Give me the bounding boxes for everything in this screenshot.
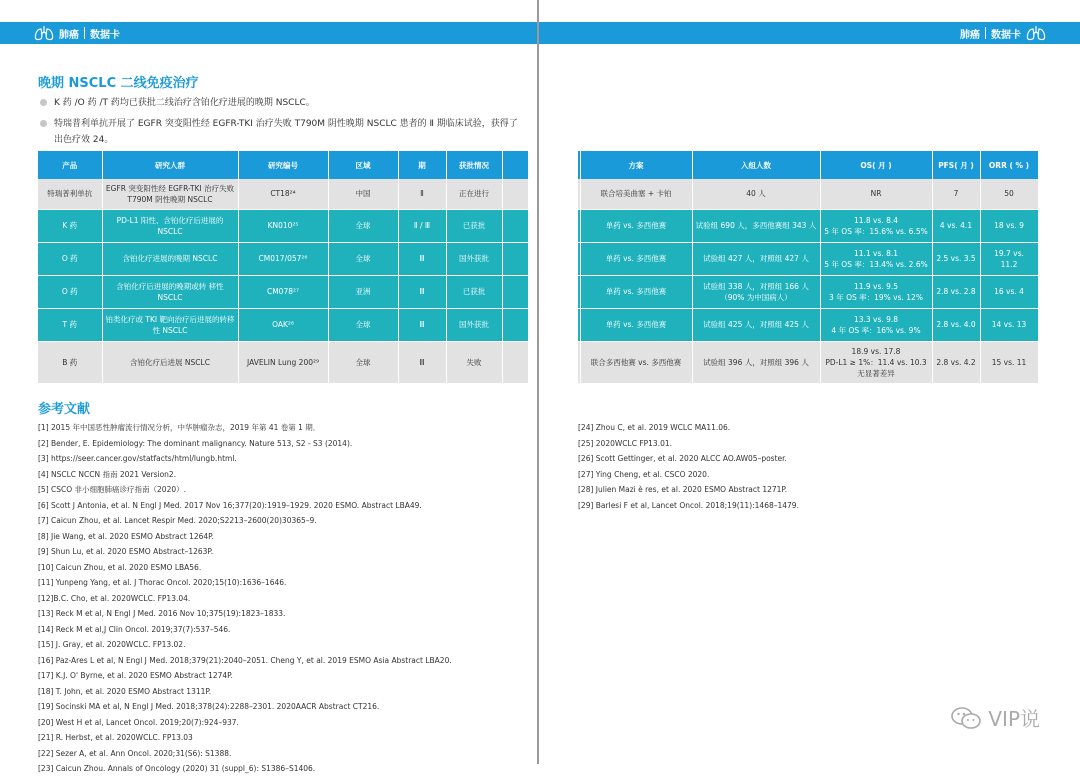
reference-item: [22] Sezer A, et al. Ann Oncol. 2020;31(S6): S1388. <box>38 748 232 758</box>
header-bar <box>0 22 1080 44</box>
table-header-row <box>38 151 528 179</box>
header-right <box>960 25 1046 41</box>
cell-status: 正在进行 <box>446 179 502 209</box>
watermark <box>950 703 1040 732</box>
cell-blank <box>502 341 528 383</box>
reference-item: [18] T. John, et al. 2020 ESMO Abstract 1311P. <box>38 686 212 696</box>
reference-item: [11] Yunpeng Yang, et al. J Thorac Oncol. 2020;15(10):1636–1646. <box>38 578 287 587</box>
cell-enrolled: 试验组 427 人，对照组 427 人 <box>692 242 820 275</box>
cell-blank <box>502 242 528 275</box>
reference-item: [4] NSCLC NCCN 指南 2021 Version2. <box>38 469 177 479</box>
cell-blank <box>502 308 528 341</box>
col-header-orr: ORR ( % ) <box>980 151 1038 179</box>
col-header-os: OS( 月 ) <box>820 151 932 179</box>
cell-regimen: 联合培美曲塞 + 卡铂 <box>580 179 692 209</box>
table-row <box>578 242 1038 275</box>
cell-orr: 50 <box>980 179 1038 209</box>
cell-study: CM017/057²⁶ <box>238 242 328 275</box>
cell-phase: Ⅱ / Ⅲ <box>398 209 446 242</box>
cell-regimen: 联合多西他赛 vs. 多西他赛 <box>580 341 692 383</box>
reference-item: [16] Paz-Ares L et al, N Engl J Med. 2018;379(21):2040–2051. Cheng Y, et al. 2019 ESMO Asia Abstract LBA20. <box>38 655 452 665</box>
cell-status: 已获批 <box>446 209 502 242</box>
col-header-region: 区域 <box>328 151 398 179</box>
cell-os: NR <box>820 179 932 209</box>
cell-region: 全球 <box>328 308 398 341</box>
cell-phase: Ⅲ <box>398 242 446 275</box>
header-divider-right <box>985 27 986 39</box>
cell-status: 国外获批 <box>446 242 502 275</box>
cell-population: 含铂化疗后进展 NSCLC <box>102 341 238 383</box>
section-title: 晚期 NSCLC 二线免疫治疗 <box>38 76 199 91</box>
reference-item: [14] Reck M et al,J Clin Oncol. 2019;37(7):537–546. <box>38 624 231 634</box>
cell-status: 国外获批 <box>446 308 502 341</box>
cell-region: 中国 <box>328 179 398 209</box>
cell-product: 特瑞普利单抗 <box>38 179 102 209</box>
table-row <box>578 179 1038 209</box>
cell-blank <box>502 275 528 308</box>
reference-item: [15] J. Gray, et al. 2020WCLC. FP13.02. <box>38 640 186 649</box>
header-category: 肺癌 <box>59 29 79 41</box>
table-row <box>578 209 1038 242</box>
trials-table-right <box>578 151 1039 384</box>
cell-os: 11.8 vs. 8.4 5 年 OS 率：15.6% vs. 6.5% <box>820 209 932 242</box>
header-divider <box>84 27 85 39</box>
bullet-item: 特瑞普利单抗开展了 EGFR 突变阳性经 EGFR-TKI 治疗失败 T790M 阴性晚期 NSCLC 患者的 Ⅱ 期临床试验，获得了出色疗效 24。 <box>38 116 518 148</box>
reference-item: [28] Julien Mazi è res, et al. 2020 ESMO Abstract 1271P. <box>578 485 788 494</box>
cell-enrolled: 试验组 396 人，对照组 396 人 <box>692 341 820 383</box>
cell-pfs: 4 vs. 4.1 <box>932 209 980 242</box>
reference-item: [6] Scott J Antonia, et al. N Engl J Med. 2017 Nov 16;377(20):1919–1929. 2020 ESMO. Abstract LBA49. <box>38 500 422 510</box>
reference-item: [24] Zhou C, et al. 2019 WCLC MA11.06. <box>578 423 731 432</box>
cell-population: 铂类化疗或 TKI 靶向治疗后进展的转移性 NSCLC <box>102 308 238 341</box>
cell-population: 含铂化疗后进展的晚期或转 移性 NSCLC <box>102 275 238 308</box>
cell-pfs: 7 <box>932 179 980 209</box>
cell-os: 11.1 vs. 8.1 5 年 OS 率：13.4% vs. 2.6% <box>820 242 932 275</box>
page-spine <box>537 0 539 764</box>
cell-regimen: 单药 vs. 多西他赛 <box>580 308 692 341</box>
references-list-right <box>578 420 799 513</box>
cell-orr: 14 vs. 13 <box>980 308 1038 341</box>
cell-pfs: 2.8 vs. 2.8 <box>932 275 980 308</box>
reference-item: [25] 2020WCLC FP13.01. <box>578 438 673 448</box>
cell-regimen: 单药 vs. 多西他赛 <box>580 209 692 242</box>
cell-enrolled: 试验组 690 人，多西他赛组 343 人 <box>692 209 820 242</box>
reference-item: [23] Caicun Zhou. Annals of Oncology (2020) 31 (suppl_6): S1386–S1406. <box>38 764 316 773</box>
cell-enrolled: 40 人 <box>692 179 820 209</box>
col-header-blank <box>502 151 528 179</box>
cell-product: O 药 <box>38 242 102 275</box>
col-header-population: 研究人群 <box>102 151 238 179</box>
lungs-icon-right <box>1026 25 1046 41</box>
bullet-list <box>38 95 518 153</box>
table-row <box>578 341 1038 383</box>
col-header-product: 产品 <box>38 151 102 179</box>
cell-population: 含铂化疗进展的晚期 NSCLC <box>102 242 238 275</box>
lungs-icon <box>34 25 54 41</box>
cell-orr: 16 vs. 4 <box>980 275 1038 308</box>
cell-population: EGFR 突变阳性经 EGFR-TKI 治疗失败 T790M 阴性晚期 NSCLC <box>102 179 238 209</box>
reference-item: [20] West H et al, Lancet Oncol. 2019;20(7):924–937. <box>38 717 239 727</box>
header-subtitle-right: 数据卡 <box>991 29 1021 41</box>
reference-item: [17] K.J. O' Byrne, et al. 2020 ESMO Abstract 1274P. <box>38 671 233 680</box>
table-row <box>38 179 528 209</box>
wechat-icon <box>950 705 982 731</box>
cell-orr: 15 vs. 11 <box>980 341 1038 383</box>
reference-item: [3] https://seer.cancer.gov/statfacts/html/lungb.html. <box>38 454 237 463</box>
cell-os: 13.3 vs. 9.8 4 年 OS 率：16% vs. 9% <box>820 308 932 341</box>
col-header-status: 获批情况 <box>446 151 502 179</box>
cell-region: 亚洲 <box>328 275 398 308</box>
cell-study: CT18²⁴ <box>238 179 328 209</box>
table-header-row <box>578 151 1038 179</box>
cell-product: T 药 <box>38 308 102 341</box>
reference-item: [10] Caicun Zhou, et al. 2020 ESMO LBA56. <box>38 562 202 572</box>
header-category-right: 肺癌 <box>960 29 980 41</box>
cell-pfs: 2.8 vs. 4.2 <box>932 341 980 383</box>
table-row <box>578 275 1038 308</box>
reference-item: [19] Socinski MA et al, N Engl J Med. 2018;378(24):2288–2301. 2020AACR Abstract CT216. <box>38 702 380 711</box>
cell-product: K 药 <box>38 209 102 242</box>
cell-blank <box>502 209 528 242</box>
header-left <box>34 25 120 41</box>
cell-status: 已获批 <box>446 275 502 308</box>
col-header-phase: 期 <box>398 151 446 179</box>
cell-product: B 药 <box>38 341 102 383</box>
table-row <box>38 341 528 383</box>
cell-regimen: 单药 vs. 多西他赛 <box>580 242 692 275</box>
cell-study: OAK²⁸ <box>238 308 328 341</box>
cell-status: 失败 <box>446 341 502 383</box>
table-row <box>38 275 528 308</box>
reference-item: [13] Reck M et al, N Engl J Med. 2016 Nov 10;375(19):1823–1833. <box>38 609 286 618</box>
reference-item: [2] Bender, E. Epidemiology: The dominant malignancy. Nature 513, S2 - S3 (2014). <box>38 438 353 448</box>
cell-study: CM078²⁷ <box>238 275 328 308</box>
reference-item: [26] Scott Gettinger, et al. 2020 ALCC AO.AW05–poster. <box>578 454 787 463</box>
cell-orr: 19.7 vs. 11.2 <box>980 242 1038 275</box>
cell-phase: Ⅲ <box>398 308 446 341</box>
cell-phase: Ⅱ <box>398 179 446 209</box>
table-row <box>578 308 1038 341</box>
reference-item: [1] 2015 年中国恶性肿瘤流行情况分析，中华肿瘤杂志，2019 年第 41 卷第 1 期． <box>38 423 321 432</box>
cell-enrolled: 试验组 425 人，对照组 425 人 <box>692 308 820 341</box>
bullet-item: K 药 /O 药 /T 药均已获批二线治疗含铂化疗进展的晚期 NSCLC。 <box>38 95 518 111</box>
col-header-enrolled: 入组人数 <box>692 151 820 179</box>
watermark-text: VIP说 <box>988 707 1040 731</box>
cell-phase: Ⅲ <box>398 341 446 383</box>
reference-item: [27] Ying Cheng, et al. CSCO 2020. <box>578 469 710 479</box>
cell-pfs: 2.8 vs. 4.0 <box>932 308 980 341</box>
cell-product: O 药 <box>38 275 102 308</box>
cell-orr: 18 vs. 9 <box>980 209 1038 242</box>
col-header-study: 研究编号 <box>238 151 328 179</box>
trials-table-left <box>38 151 529 384</box>
header-subtitle: 数据卡 <box>90 29 120 41</box>
table-row <box>38 308 528 341</box>
col-header-pfs: PFS( 月 ) <box>932 151 980 179</box>
reference-item: [8] Jie Wang, et al. 2020 ESMO Abstract 1264P. <box>38 531 214 541</box>
reference-item: [9] Shun Lu, et al. 2020 ESMO Abstract–1263P. <box>38 547 214 556</box>
reference-item: [5] CSCO 非小细胞肺癌诊疗指南（2020）. <box>38 485 186 494</box>
reference-item: [21] R. Herbst, et al. 2020WCLC. FP13.03 <box>38 733 193 742</box>
reference-item: [7] Caicun Zhou, et al. Lancet Respir Med. 2020;S2213–2600(20)30365–9. <box>38 516 317 525</box>
reference-item: [12]B.C. Cho, et al. 2020WCLC. FP13.04. <box>38 593 191 603</box>
cell-blank <box>502 179 528 209</box>
table-row <box>38 242 528 275</box>
references-title: 参考文献 <box>38 402 91 417</box>
cell-phase: Ⅲ <box>398 275 446 308</box>
reference-item: [29] Barlesi F et al, Lancet Oncol. 2018;19(11):1468–1479. <box>578 500 799 510</box>
cell-pfs: 2.5 vs. 3.5 <box>932 242 980 275</box>
references-list-left <box>38 420 452 777</box>
cell-region: 全球 <box>328 242 398 275</box>
cell-region: 全球 <box>328 209 398 242</box>
cell-regimen: 单药 vs. 多西他赛 <box>580 275 692 308</box>
cell-region: 全球 <box>328 341 398 383</box>
cell-os: 11.9 vs. 9.5 3 年 OS 率：19% vs. 12% <box>820 275 932 308</box>
cell-os: 18.9 vs. 17.8 PD-L1 ≥ 1%：11.4 vs. 10.3 无显著差异 <box>820 341 932 383</box>
cell-enrolled: 试验组 338 人，对照组 166 人 （90% 为中国病人） <box>692 275 820 308</box>
table-row <box>38 209 528 242</box>
col-header-regimen: 方案 <box>580 151 692 179</box>
cell-population: PD-L1 阳性、含铂化疗后进展的 NSCLC <box>102 209 238 242</box>
cell-study: KN010²⁵ <box>238 209 328 242</box>
cell-study: JAVELIN Lung 200²⁹ <box>238 341 328 383</box>
